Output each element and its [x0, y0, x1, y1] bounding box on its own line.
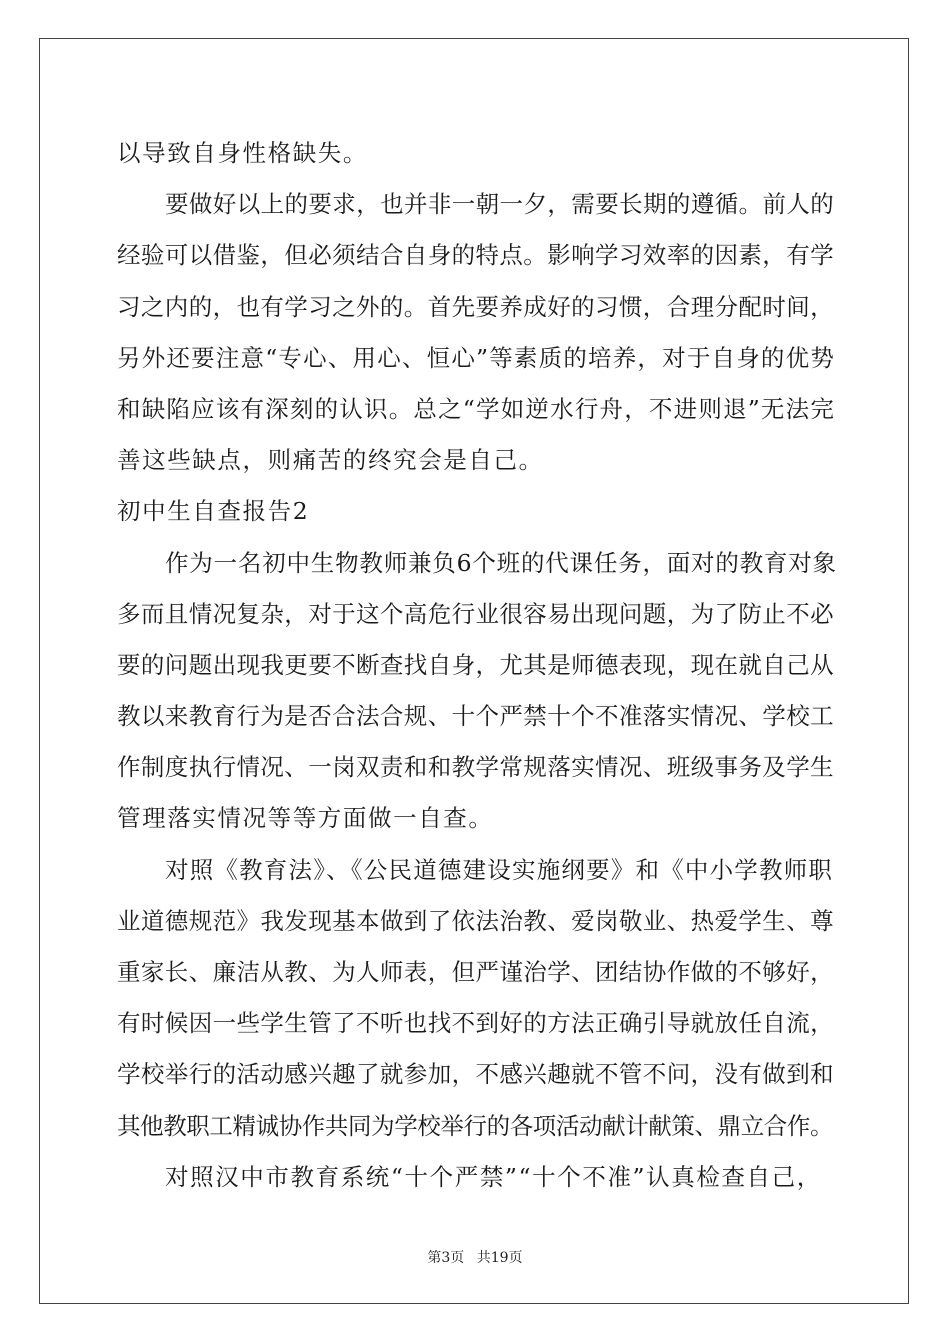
text-line: 多而且情况复杂，对于这个高危行业很容易出现问题，为了防止不必: [117, 599, 834, 628]
text-line: 要的问题出现我更要不断查找自身，尤其是师德表现，现在就自己从: [117, 650, 834, 679]
text-line: 管理落实情况等等方面做一自查。: [117, 804, 494, 833]
text-line: 另外还要注意“专心、用心、恒心”等素质的培养，对于自身的优势: [117, 343, 836, 372]
page-number: 第3页: [427, 1250, 465, 1266]
text-line: 以导致自身性格缺失。: [117, 139, 368, 167]
document-body: [117, 128, 837, 1203]
text-line: 善这些缺点，则痛苦的终究会是自己。: [117, 446, 544, 475]
text-line: 对照《教育法》、《公民道德建设实施纲要》和《中小学教师职: [165, 855, 834, 884]
section-heading: 初中生自查报告2: [117, 497, 310, 526]
text-line: 和缺陷应该有深刻的认识。总之“学如逆水行舟，不进则退”无法完: [117, 394, 836, 423]
text-line: 习之内的，也有学习之外的。首先要养成好的习惯，合理分配时间，: [117, 292, 834, 321]
text-line: 作为一名初中生物教师兼负6个班的代课任务，面对的教育对象: [165, 548, 837, 577]
text-line: 学校举行的活动感兴趣了就参加，不感兴趣就不管不问，没有做到和: [117, 1060, 834, 1089]
text-line: 对照汉中市教育系统“十个严禁”“十个不准”认真检查自己，: [165, 1162, 822, 1191]
text-line: 重家长、廉洁从教、为人师表，但严谨治学、团结协作做的不够好，: [117, 958, 834, 986]
text-line: 作制度执行情况、一岗双责和和教学常规落实情况、班级事务及学生: [117, 753, 834, 782]
text-line: 业道德规范》我发现基本做到了依法治教、爱岗敬业、热爱学生、尊: [117, 906, 834, 935]
text-line: 有时候因一些学生管了不听也找不到好的方法正确引导就放任自流，: [117, 1009, 834, 1038]
page-total: 共19页: [476, 1250, 523, 1266]
text-line: 教以来教育行为是否合法合规、十个严禁十个不准落实情况、学校工: [117, 702, 834, 731]
page-footer: [0, 1247, 950, 1267]
text-line: 经验可以借鉴，但必须结合自身的特点。影响学习效率的因素，有学: [117, 241, 834, 270]
text-line: 其他教职工精诚协作共同为学校举行的各项活动献计献策、鼎立合作。: [117, 1111, 834, 1140]
text-line: 要做好以上的要求，也并非一朝一夕，需要长期的遵循。前人的: [165, 190, 835, 219]
